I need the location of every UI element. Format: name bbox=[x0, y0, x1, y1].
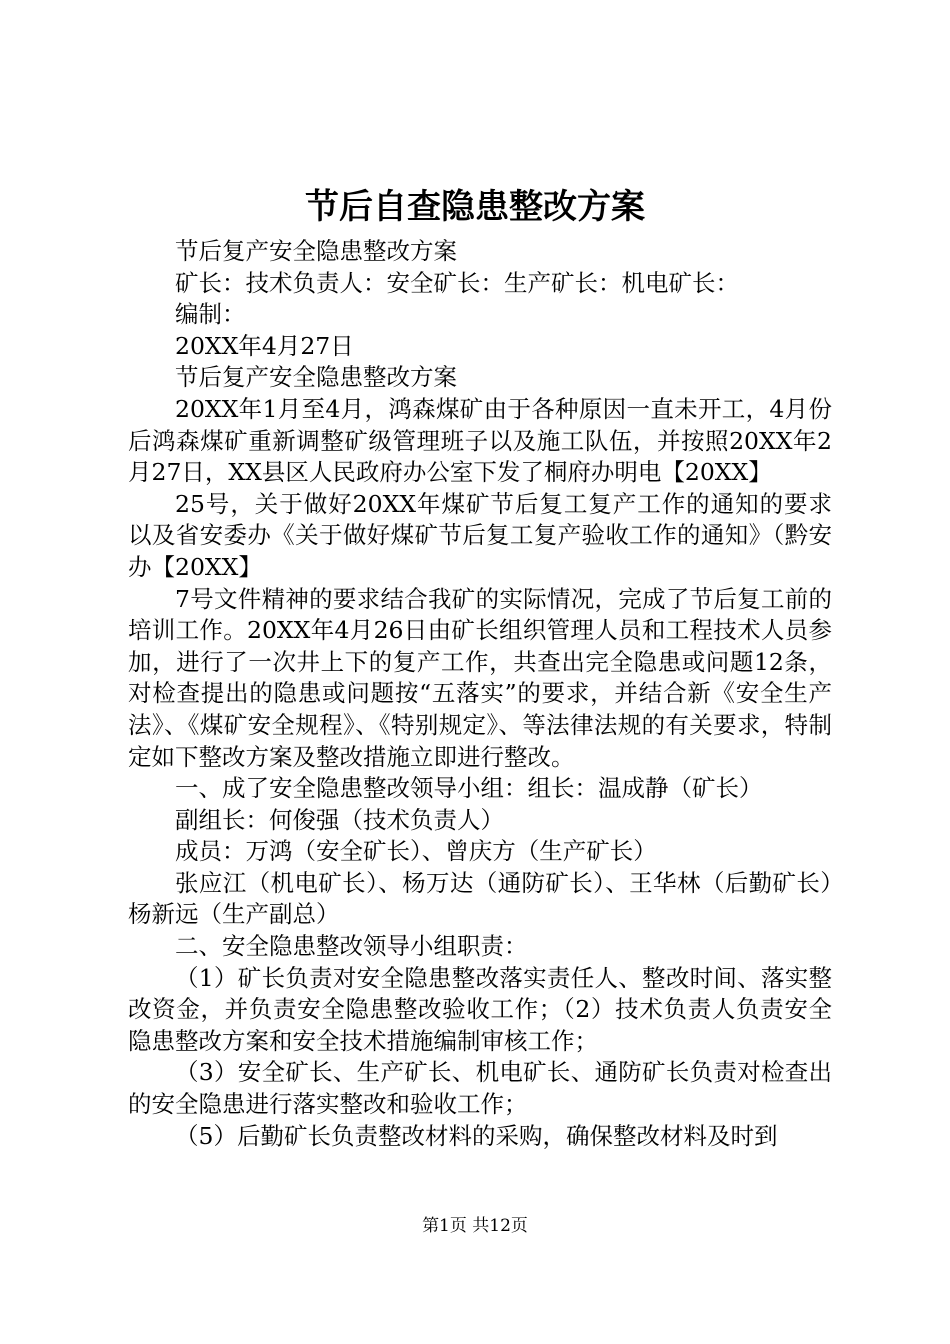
page-footer: 第1页 共12页 bbox=[422, 1216, 528, 1236]
document-body bbox=[128, 236, 832, 1152]
paragraph: 张应江（机电矿长）、杨万达（通防矿长）、王华林（后勤矿长）杨新远（生产副总） bbox=[128, 868, 832, 929]
paragraph: 矿长：技术负责人：安全矿长：生产矿长：机电矿长： bbox=[175, 268, 739, 297]
paragraph: 节后复产安全隐患整改方案 bbox=[175, 237, 457, 265]
paragraph: 20XX年4月27日 bbox=[175, 331, 354, 360]
paragraph: 25号，关于做好20XX年煤矿节后复工复产工作的通知的要求以及省安委办《关于做好煤矿节后复工复产验收工作的通知》（黔安办【20XX】 bbox=[128, 489, 832, 581]
paragraph: 成员：万鸿（安全矿长）、曾庆方（生产矿长） bbox=[175, 837, 657, 866]
paragraph: （3）安全矿长、生产矿长、机电矿长、通防矿长负责对检查出的安全隐患进行落实整改和验收工作； bbox=[128, 1058, 832, 1119]
paragraph: 一、成了安全隐患整改领导小组：组长：温成静（矿长） bbox=[175, 774, 763, 803]
paragraph: 节后复产安全隐患整改方案 bbox=[175, 363, 457, 392]
paragraph: 7号文件精神的要求结合我矿的实际情况，完成了节后复工前的培训工作。20XX年4月26日由矿长组织管理人员和工程技术人员参加，进行了一次井上下的复产工作，共查出完全隐患或问题12条，对检查提出的隐患或问题按“五落实”的要求，并结合新《安全生产法》、《煤矿安全规程》、《特别规定》、等法律法规的有关要求，特制定如下整改方案及整改措施立即进行整改。 bbox=[128, 584, 832, 771]
paragraph: 副组长：何俊强（技术负责人） bbox=[175, 805, 504, 834]
paragraph: 二、安全隐患整改领导小组职责： bbox=[175, 932, 528, 961]
paragraph: （1）矿长负责对安全隐患整改落实责任人、整改时间、落实整改资金，并负责安全隐患整改验收工作；（2）技术负责人负责安全隐患整改方案和安全技术措施编制审核工作； bbox=[128, 963, 832, 1055]
paragraph: 20XX年1月至4月，鸿森煤矿由于各种原因一直未开工，4月份后鸿森煤矿重新调整矿级管理班子以及施工队伍，并按照20XX年2月27日，XX县区人民政府办公室下发了桐府办明电【20XX】 bbox=[128, 394, 832, 487]
paragraph: （5）后勤矿长负责整改材料的采购，确保整改材料及时到 bbox=[175, 1121, 778, 1150]
document-title: 节后自查隐患整改方案 bbox=[305, 187, 645, 227]
paragraph: 编制： bbox=[175, 300, 246, 329]
